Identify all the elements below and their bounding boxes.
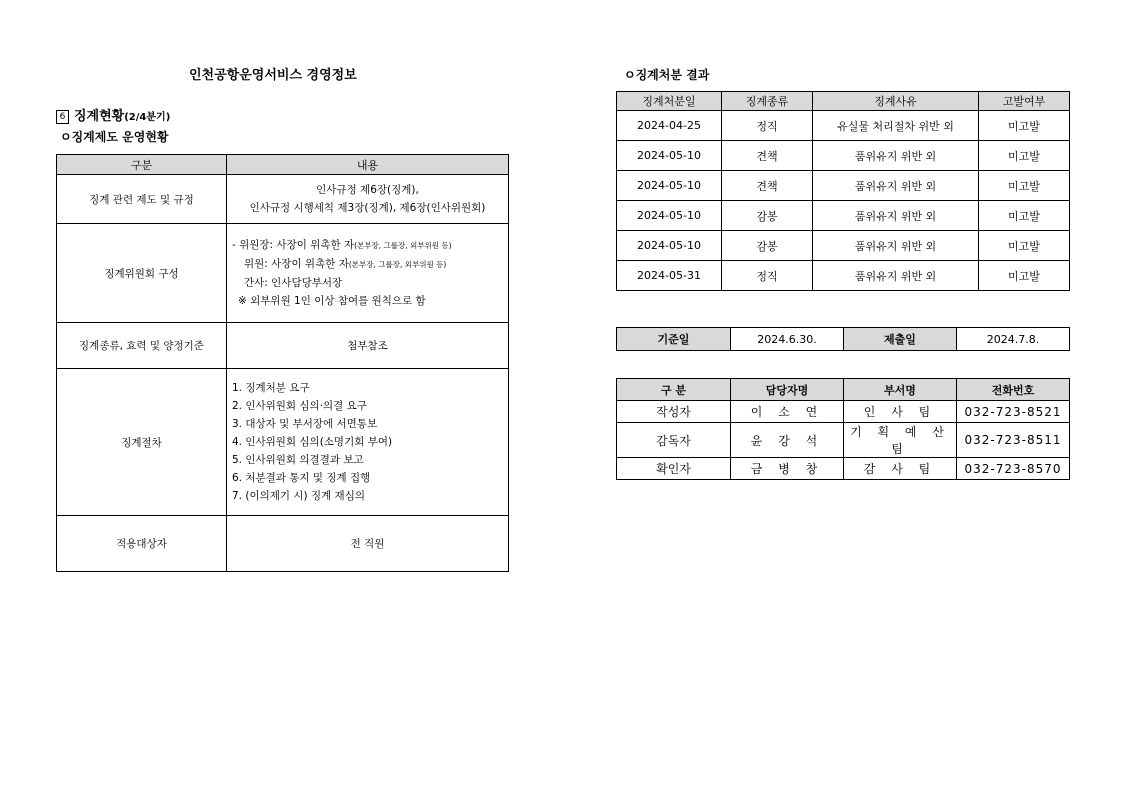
section-period: (2/4분기): [124, 112, 171, 123]
cell-prosecution: 미고발: [979, 261, 1070, 291]
date-info-table: [616, 327, 1070, 351]
content-line: 인사규정 시행세칙 제3장(징계), 제6장(인사위원회): [249, 202, 486, 214]
cell-person: 이 소 연: [731, 401, 844, 423]
table-row: [57, 175, 509, 224]
content-line: 간사: 인사담당부서장: [244, 277, 343, 289]
cell-prosecution: 미고발: [979, 171, 1070, 201]
table-row: [617, 423, 1070, 458]
cell-type: 감봉: [722, 231, 813, 261]
table-row: [617, 328, 1070, 351]
row-content: [227, 224, 509, 323]
table-row: [617, 231, 1070, 261]
cell-type: 정직: [722, 261, 813, 291]
submit-date-label: 제출일: [844, 328, 957, 351]
cell-phone: 032-723-8570: [957, 458, 1070, 480]
header-content: 내용: [227, 155, 509, 175]
cell-prosecution: 미고발: [979, 141, 1070, 171]
table-row: [57, 224, 509, 323]
cell-date: 2024-05-10: [617, 141, 722, 171]
row-label: 적용대상자: [57, 516, 227, 572]
cell-date: 2024-05-10: [617, 171, 722, 201]
row-label: 징계 관련 제도 및 규정: [57, 175, 227, 224]
cell-department: 감 사 팀: [844, 458, 957, 480]
discipline-system-table: [56, 154, 509, 572]
contact-table: [616, 378, 1070, 480]
header-division: 구 분: [617, 379, 731, 401]
cell-reason: 유실물 처리절차 위반 외: [813, 111, 979, 141]
cell-prosecution: 미고발: [979, 201, 1070, 231]
table-row: [617, 401, 1070, 423]
content-line: [232, 236, 508, 255]
header-phone: 전화번호: [957, 379, 1070, 401]
table-header-row: [617, 92, 1070, 111]
procedure-step: 6. 처분결과 통지 및 징계 집행: [232, 472, 371, 484]
header-date: 징계처분일: [617, 92, 722, 111]
row-label: 징계종류, 효력 및 양정기준: [57, 323, 227, 369]
table-row: [57, 516, 509, 572]
table-row: [617, 141, 1070, 171]
table-header-row: [617, 379, 1070, 401]
table-row: [617, 201, 1070, 231]
header-prosecution: 고발여부: [979, 92, 1070, 111]
cell-reason: 품위유지 위반 외: [813, 141, 979, 171]
cell-phone: 032-723-8511: [957, 423, 1070, 458]
cell-prosecution: 미고발: [979, 231, 1070, 261]
cell-date: 2024-05-31: [617, 261, 722, 291]
submit-date-value: 2024.7.8.: [957, 328, 1070, 351]
section-title: 징계현황: [74, 109, 125, 124]
base-date-value: 2024.6.30.: [731, 328, 844, 351]
cell-phone: 032-723-8521: [957, 401, 1070, 423]
header-category: 구분: [57, 155, 227, 175]
row-content: [227, 369, 509, 516]
section-heading: [56, 105, 170, 124]
cell-department: 인 사 팀: [844, 401, 957, 423]
subheading-results: ㅇ징계처분 결과: [624, 68, 710, 82]
cell-reason: 품위유지 위반 외: [813, 201, 979, 231]
subheading-system: ㅇ징계제도 운영현황: [60, 130, 169, 144]
table-row: [57, 323, 509, 369]
table-row: [617, 261, 1070, 291]
content-line: ※ 외부위원 1인 이상 참여를 원칙으로 함: [238, 295, 426, 307]
committee-chair-note: (본부장, 그룹장, 외부위원 등): [354, 241, 452, 250]
header-reason: 징계사유: [813, 92, 979, 111]
table-header-row: [57, 155, 509, 175]
cell-date: 2024-04-25: [617, 111, 722, 141]
content-line: 인사규정 제6장(징계),: [316, 184, 419, 196]
row-label: 징계위원회 구성: [57, 224, 227, 323]
cell-division: 작성자: [617, 401, 731, 423]
content-line: [232, 255, 508, 274]
cell-division: 확인자: [617, 458, 731, 480]
table-row: [617, 111, 1070, 141]
cell-type: 감봉: [722, 201, 813, 231]
cell-type: 정직: [722, 111, 813, 141]
cell-reason: 품위유지 위반 외: [813, 261, 979, 291]
cell-type: 견책: [722, 171, 813, 201]
procedure-step: 7. (이의제기 시) 징계 재심의: [232, 490, 365, 502]
cell-date: 2024-05-10: [617, 231, 722, 261]
cell-department: 기 획 예 산 팀: [844, 423, 957, 458]
procedure-step: 3. 대상자 및 부서장에 서면통보: [232, 418, 378, 430]
table-row: [617, 458, 1070, 480]
committee-member-note: (본부장, 그룹장, 외부위원 등): [348, 260, 447, 269]
committee-member: 위원: 사장이 위촉한 자: [244, 258, 349, 270]
document-title: 인천공항운영서비스 경영정보: [189, 68, 357, 83]
committee-chair: - 위원장: 사장이 위촉한 자: [232, 239, 355, 251]
header-type: 징계종류: [722, 92, 813, 111]
row-label: 징계절차: [57, 369, 227, 516]
procedure-step: 5. 인사위원회 의결결과 보고: [232, 454, 364, 466]
discipline-result-table: [616, 91, 1070, 291]
section-number: 6: [56, 110, 69, 124]
procedure-step: 1. 징계처분 요구: [232, 382, 310, 394]
header-department: 부서명: [844, 379, 957, 401]
cell-prosecution: 미고발: [979, 111, 1070, 141]
procedure-step: 4. 인사위원회 심의(소명기회 부여): [232, 436, 393, 448]
cell-reason: 품위유지 위반 외: [813, 231, 979, 261]
base-date-label: 기준일: [617, 328, 731, 351]
cell-person: 윤 강 석: [731, 423, 844, 458]
cell-date: 2024-05-10: [617, 201, 722, 231]
table-row: [57, 369, 509, 516]
table-row: [617, 171, 1070, 201]
header-person: 담당자명: [731, 379, 844, 401]
cell-reason: 품위유지 위반 외: [813, 171, 979, 201]
row-content: [227, 175, 509, 224]
procedure-step: 2. 인사위원회 심의·의결 요구: [232, 400, 367, 412]
cell-division: 감독자: [617, 423, 731, 458]
row-content: 첨부참조: [227, 323, 509, 369]
cell-type: 견책: [722, 141, 813, 171]
row-content: 전 직원: [227, 516, 509, 572]
cell-person: 금 병 창: [731, 458, 844, 480]
